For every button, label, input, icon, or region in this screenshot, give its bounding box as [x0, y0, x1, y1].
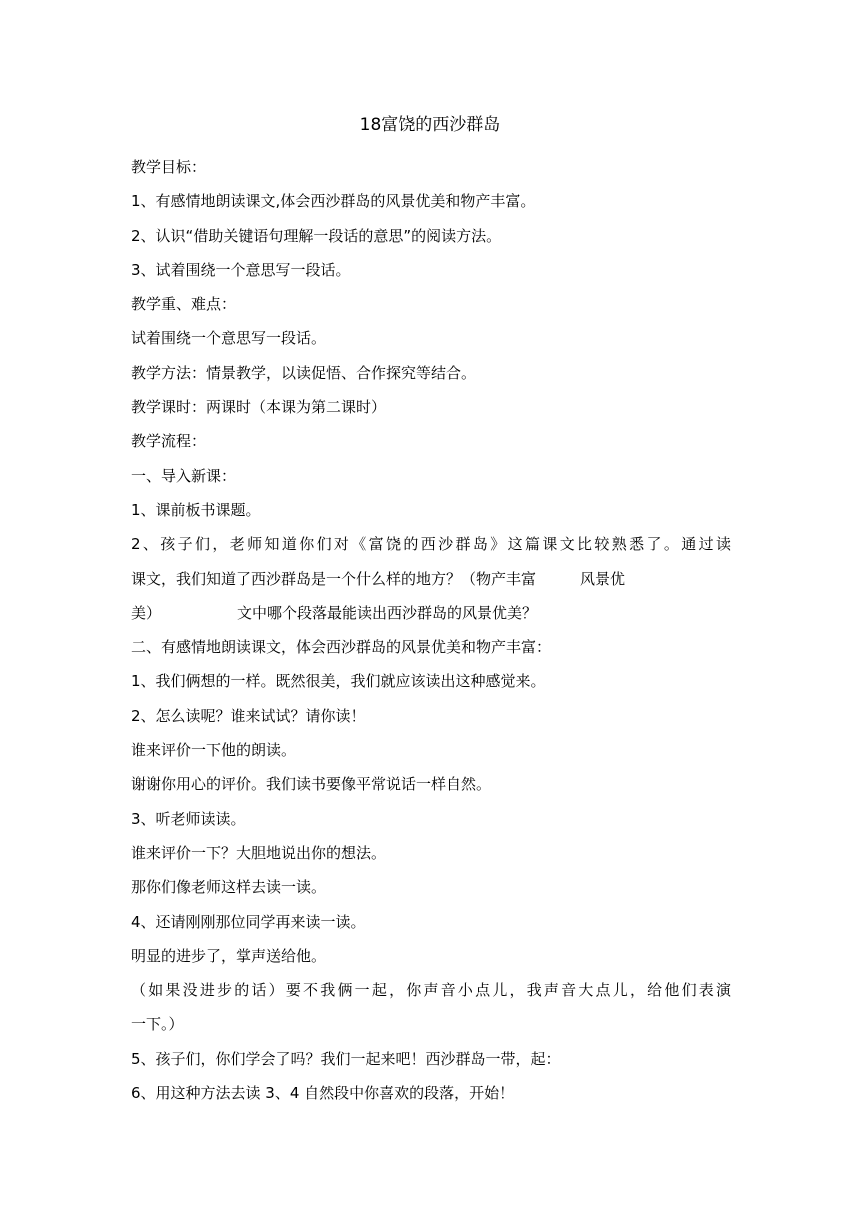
paragraph-line: 3、听老师读读。 [131, 809, 246, 828]
paragraph-line: 试着围绕一个意思写一段话。 [131, 329, 327, 348]
line-segment: 课文，我们知道了西沙群岛是一个什么样的地方？（物产丰富 [131, 569, 537, 588]
page-title: 18富饶的西沙群岛 [359, 115, 501, 135]
paragraph-line: 一、导入新课： [131, 466, 237, 485]
paragraph-line [131, 596, 731, 630]
paragraph-line: 谁来评价一下他的朗读。 [131, 741, 297, 760]
paragraph-line: 教学目标： [131, 158, 207, 176]
paragraph-line: 一下。） [131, 1015, 184, 1034]
paragraph-line: 明显的进步了，掌声送给他。 [131, 946, 327, 965]
line-segment: 美） [131, 603, 162, 622]
line-segment: 文中哪个段落最能读出西沙群岛的风景优美？ [237, 603, 538, 622]
paragraph-line: 1、课前板书课题。 [131, 500, 261, 519]
document-body [131, 150, 731, 1110]
paragraph-line: 4、还请刚刚那位同学再来读一读。 [131, 912, 366, 931]
paragraph-line: 那你们像老师这样去读一读。 [131, 878, 327, 897]
paragraph-line: 二、有感情地朗读课文，体会西沙群岛的风景优美和物产丰富： [131, 638, 552, 657]
paragraph-line: 教学课时：两课时（本课为第二课时） [131, 398, 387, 417]
paragraph-line [131, 562, 731, 596]
paragraph-line: 教学方法：情景教学，以读促悟、合作探究等结合。 [131, 363, 477, 382]
paragraph-line: 教学重、难点： [131, 295, 237, 314]
paragraph-line: 1、我们俩想的一样。既然很美，我们就应该读出这种感觉来。 [131, 672, 546, 691]
paragraph-line: 谢谢你用心的评价。我们读书要像平常说话一样自然。 [131, 775, 492, 794]
paragraph-line: 谁来评价一下？大胆地说出你的想法。 [131, 843, 387, 862]
paragraph-line: 教学流程： [131, 432, 207, 451]
paragraph-line: （如果没进步的话）要不我俩一起，你声音小点儿，我声音大点儿，给他们表演 [131, 981, 731, 1000]
paragraph-line: 3、试着围绕一个意思写一段话。 [131, 260, 351, 279]
paragraph-line: 2、怎么读呢？谁来试试？请你读！ [131, 706, 366, 725]
paragraph-line: 5、孩子们，你们学会了吗？我们一起来吧！西沙群岛一带，起： [131, 1049, 561, 1068]
paragraph-line: 2、孩子们，老师知道你们对《富饶的西沙群岛》这篇课文比较熟悉了。通过读 [131, 535, 731, 554]
paragraph-line: 6、用这种方法去读 3、4 自然段中你喜欢的段落，开始！ [131, 1084, 515, 1103]
paragraph-line: 1、有感情地朗读课文,体会西沙群岛的风景优美和物产丰富。 [131, 192, 536, 211]
paragraph-line: 2、认识“借助关键语句理解一段话的意思”的阅读方法。 [131, 226, 502, 245]
line-segment: 风景优 [580, 569, 626, 588]
